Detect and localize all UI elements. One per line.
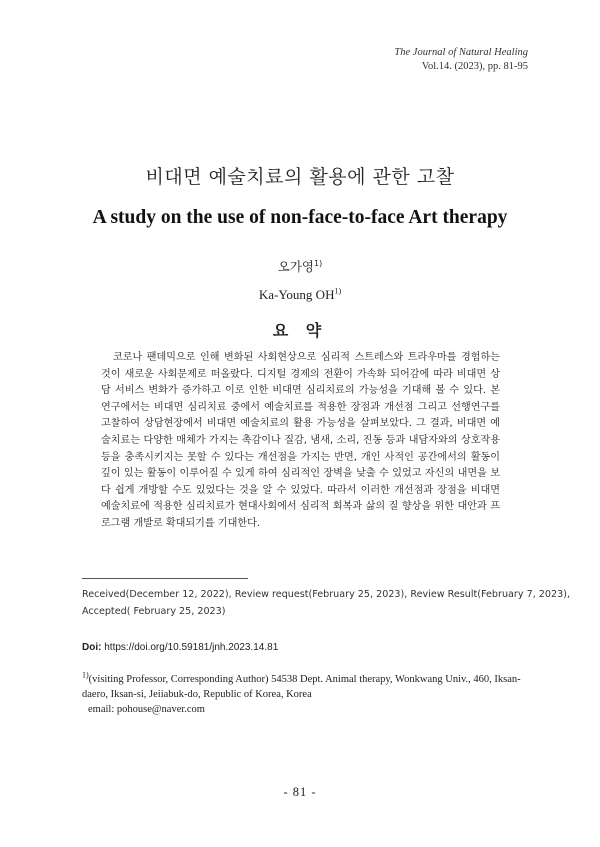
journal-header — [394, 46, 528, 74]
doi-label: Doi: — [82, 642, 102, 653]
title-english: A study on the use of non-face-to-face Art therapy — [92, 207, 508, 228]
author-korean-mark: 1) — [314, 258, 323, 268]
author-english-name: Ka-Young OH — [258, 287, 335, 302]
title-korean: 비대면 예술치료의 활용에 관한 고찰 — [145, 166, 455, 188]
doi — [82, 642, 278, 653]
footnote-divider — [82, 578, 248, 579]
author-korean-name: 오가영 — [277, 259, 314, 274]
author-email[interactable]: email: pohouse@naver.com — [88, 704, 205, 715]
author-english-mark: 1) — [334, 286, 342, 296]
author-korean — [0, 257, 600, 275]
abstract-heading: 요 약 — [272, 321, 328, 340]
author-footnote-mark: 1) — [82, 670, 89, 680]
doi-link[interactable]: https://doi.org/10.59181/jnh.2023.14.81 — [104, 642, 279, 653]
author-affiliation-text: (visiting Professor, Corresponding Author) 54538 Dept. Animal therapy, Wonkwang Univ., 460, Iksan-daero, Iksan-si, Jeiiabuk-do, Republic of Korea, Korea — [82, 674, 521, 700]
received-dates — [82, 586, 571, 620]
journal-volume: Vol.14. (2023), pp. 81-95 — [421, 61, 528, 72]
page-number: - 81 - — [283, 785, 317, 799]
author-affiliation — [82, 672, 532, 702]
author-footnote — [82, 672, 532, 717]
author-english — [0, 287, 600, 303]
abstract-body: 코로나 팬데믹으로 인해 변화된 사회현상으로 심리적 스트레스와 트라우마를 경험하는 것이 새로운 사회문제로 떠올랐다. 디지털 경제의 전환이 가속화 되어감에 따라 비대면 상담 서비스 변화가 증가하고 이로 인한 비대면 심리치료의 가능성을 기대해 볼 수 있다. 본 연구에서는 비대면 심리치료 중에서 예술치료를 적용한 장점과 개선점 그리고 선행연구를 고찰하여 상담현장에서 비대면 예술치료의 활용 가능성을 살펴보았다. 그 결과, 비대면 예술치료는 다양한 매체가 가지는 촉감이나 질감, 냄새, 소리, 진동 등과 내담자와의 상호작용 등을 충족시키지는 못할 수 있다는 개선점을 가지는 반면, 개인 사적인 공간에서의 활동이 깊이 있는 활동이 이루어질 수 있게 하여 심리적인 장벽을 낮출 수 있었고 자신의 내면을 보다 쉽게 개방할 수도 있었다는 것을 알 수 있었다. 따라서 이러한 개선점과 장점을 비대면 예술치료에 적용한 심리치료가 현대사회에서 심리적 회복과 삶의 질 향상을 위한 대안과 프로그램 개발로 확대되기를 기대한다. — [101, 352, 500, 529]
journal-title: The Journal of Natural Healing — [394, 47, 528, 58]
received-line-1: Received(December 12, 2022), Review request(February 25, 2023), Review Result(February 7, 2023), — [82, 589, 571, 600]
received-line-2: Accepted( February 25, 2023) — [82, 606, 226, 617]
